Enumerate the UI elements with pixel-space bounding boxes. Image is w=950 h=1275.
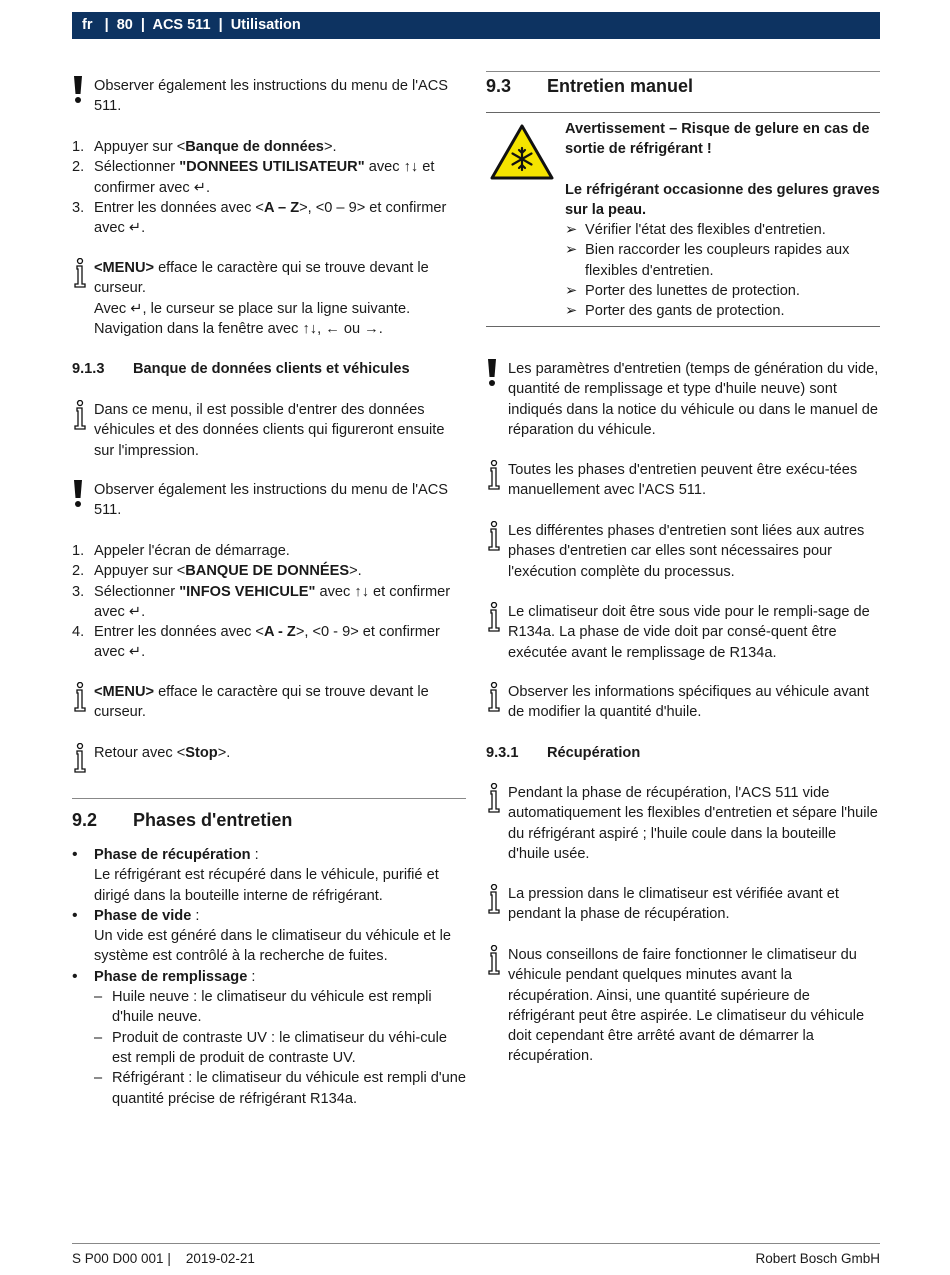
list-item: 1. Appeler l'écran de démarrage. — [72, 543, 290, 559]
sub-list — [94, 987, 466, 1109]
info-text: Dans ce menu, il est possible d'entrer des données véhicules et des données clients qui figureront ensuite sur l'impression. — [94, 402, 445, 459]
info-note — [486, 521, 880, 582]
header-lang: fr — [82, 17, 93, 33]
section-heading: 9.3.1 Récupération — [486, 745, 641, 761]
section-heading-9-3: 9.3 Entretien manuel — [486, 71, 880, 96]
phases-list — [72, 845, 466, 1109]
info-icon — [486, 783, 502, 813]
header-page: 80 — [116, 17, 133, 33]
list-item: • Phase de récupération : Le réfrigérant est récupéré dans le véhicule, purifié et dirigé dans la bouteille interne de réfrigérant. — [72, 845, 466, 906]
info-note — [486, 460, 880, 501]
caution-text: Observer également les instructions du menu de l'ACS 511. — [94, 78, 449, 115]
info-icon — [486, 945, 502, 975]
info-text: Nous conseillons de faire fonctionner le climatiseur du véhicule pendant quelques minutes avant la récupération. Ainsi, une quantité supérieure de réfrigérant peut être aspirée. Le climatiseur du véhicule doit cependant être arrêté avant de démarrer la récupération. — [508, 947, 865, 1065]
list-item: ➢ Vérifier l'état des flexibles d'entretien. — [565, 220, 880, 240]
list-item: 3. Sélectionner "INFOS VEHICULE" avec ↑↓ et confirmer avec ↵. — [72, 583, 451, 620]
info-text: Observer les informations spécifiques au véhicule avant de modifier la quantité d'huile. — [508, 684, 869, 721]
info-icon — [486, 521, 502, 551]
info-icon — [72, 400, 88, 430]
info-text: Avec ↵, le curseur se place sur la ligne suivante. — [94, 300, 411, 317]
section-heading-9-2: 9.2 Phases d'entretien — [72, 798, 466, 830]
info-text: Navigation dans la fenêtre avec ↑↓, ← ou →. — [94, 320, 383, 337]
exclamation-icon — [72, 480, 84, 508]
info-text: <MENU> efface le caractère qui se trouve devant le curseur. — [94, 684, 429, 721]
list-item: • Phase de vide : Un vide est généré dans le climatiseur du véhicule et le système est contrôlé à la recherche de fuites. — [72, 906, 466, 967]
list-item: ➢ Porter des lunettes de protection. — [565, 281, 880, 301]
info-icon — [486, 682, 502, 712]
info-icon — [72, 743, 88, 773]
section-heading: 9.1.3 Banque de données clients et véhicules — [72, 361, 410, 377]
caution-note — [486, 359, 880, 440]
info-note — [486, 783, 880, 864]
info-note — [72, 258, 466, 339]
info-text: Pendant la phase de récupération, l'ACS 511 vide automatiquement les flexibles d'entretien et sépare l'huile du réfrigérant aspiré ; l'huile coule dans la bouteille d'huile usée. — [508, 785, 878, 862]
info-text: Retour avec <Stop>. — [94, 745, 231, 761]
info-icon — [486, 602, 502, 632]
list-item: 2. Appuyer sur <BANQUE DE DONNÉES>. — [72, 563, 362, 580]
frost-warning-icon — [489, 123, 555, 181]
list-item: ➢ Bien raccorder les coupleurs rapides aux flexibles d'entretien. — [565, 240, 880, 281]
info-note — [486, 945, 880, 1067]
info-note — [486, 602, 880, 663]
info-note — [486, 884, 880, 925]
info-note — [72, 743, 466, 763]
steps-list-2 — [72, 541, 466, 663]
info-text: Toutes les phases d'entretien peuvent être exécu-tées manuellement avec l'ACS 511. — [508, 462, 858, 499]
list-item: – Huile neuve : le climatiseur du véhicule est rempli d'huile neuve. — [94, 987, 466, 1028]
header-section: Utilisation — [230, 17, 301, 33]
warning-box — [486, 112, 880, 327]
warning-subtitle: Le réfrigérant occasionne des gelures graves sur la peau. — [565, 181, 880, 218]
warning-list — [565, 220, 880, 321]
header-product: ACS 511 — [152, 17, 211, 33]
footer-doc-number: S P00 D00 001 — [72, 1251, 164, 1266]
info-text: Les différentes phases d'entretien sont liées aux autres phases d'entretien car elles sont nécessaires pour l'exécution complète du processus. — [508, 523, 865, 580]
caution-note — [72, 76, 466, 117]
info-text: La pression dans le climatiseur est vérifiée avant et pendant la phase de récupération. — [508, 886, 839, 923]
list-item: 4. Entrer les données avec <A - Z>, <0 - 9> et confirmer avec ↵. — [72, 624, 440, 661]
info-note — [72, 400, 466, 461]
footer-divider — [72, 1243, 880, 1244]
list-item: 1. Appuyer sur <Banque de données>. — [72, 139, 337, 155]
header-bar: fr | 80 | ACS 511 | Utilisation — [72, 12, 880, 39]
steps-list-1 — [72, 137, 466, 238]
caution-text: Les paramètres d'entretien (temps de génération du vide, quantité de remplissage et type d'huile neuve) sont indiqués dans la notice du véhicule ou dans le manuel de réparation du véhicule. — [508, 361, 879, 438]
warning-title: Avertissement – Risque de gelure en cas de sortie de réfrigérant ! — [565, 121, 870, 158]
info-text: Le climatiseur doit être sous vide pour le rempli-sage de R134a. La phase de vide doit par consé-quent être exécutée avant le remplissage de R134a. — [508, 604, 870, 661]
caution-text: Observer également les instructions du menu de l'ACS 511. — [94, 482, 449, 519]
info-note — [486, 682, 880, 723]
exclamation-icon — [72, 76, 84, 104]
footer-date: 2019-02-21 — [185, 1251, 255, 1266]
info-icon — [486, 884, 502, 914]
list-item: ➢ Porter des gants de protection. — [565, 301, 880, 321]
footer-left: S P00 D00 001 | 2019-02-21 — [72, 1251, 255, 1266]
caution-note — [72, 480, 466, 521]
info-icon — [72, 258, 88, 288]
list-item: – Réfrigérant : le climatiseur du véhicule est rempli d'une quantité précise de réfrigérant R134a. — [94, 1068, 466, 1109]
list-item: – Produit de contraste UV : le climatiseur du véhi-cule est rempli de produit de contraste UV. — [94, 1028, 466, 1069]
info-icon — [72, 682, 88, 712]
footer-company: Robert Bosch GmbH — [755, 1251, 880, 1266]
info-text: <MENU> efface le caractère qui se trouve devant le curseur. — [94, 260, 429, 297]
exclamation-icon — [486, 359, 498, 387]
list-item: • Phase de remplissage : – Huile neuve : le climatiseur du véhicule est rempli d'huile neuve. – Produit de contraste UV : le climatiseur du véhi-cule est rempli de produit de contraste UV. – Réfrigérant : le climatiseur du véhicule est rempli d'une quantité précise de réfrigérant R134a. — [72, 967, 466, 1109]
info-icon — [486, 460, 502, 490]
list-item: 3. Entrer les données avec <A – Z>, <0 – 9> et confirmer avec ↵. — [72, 199, 447, 237]
info-note — [72, 682, 466, 723]
list-item: 2. Sélectionner "DONNEES UTILISATEUR" avec ↑↓ et confirmer avec ↵. — [72, 159, 435, 196]
